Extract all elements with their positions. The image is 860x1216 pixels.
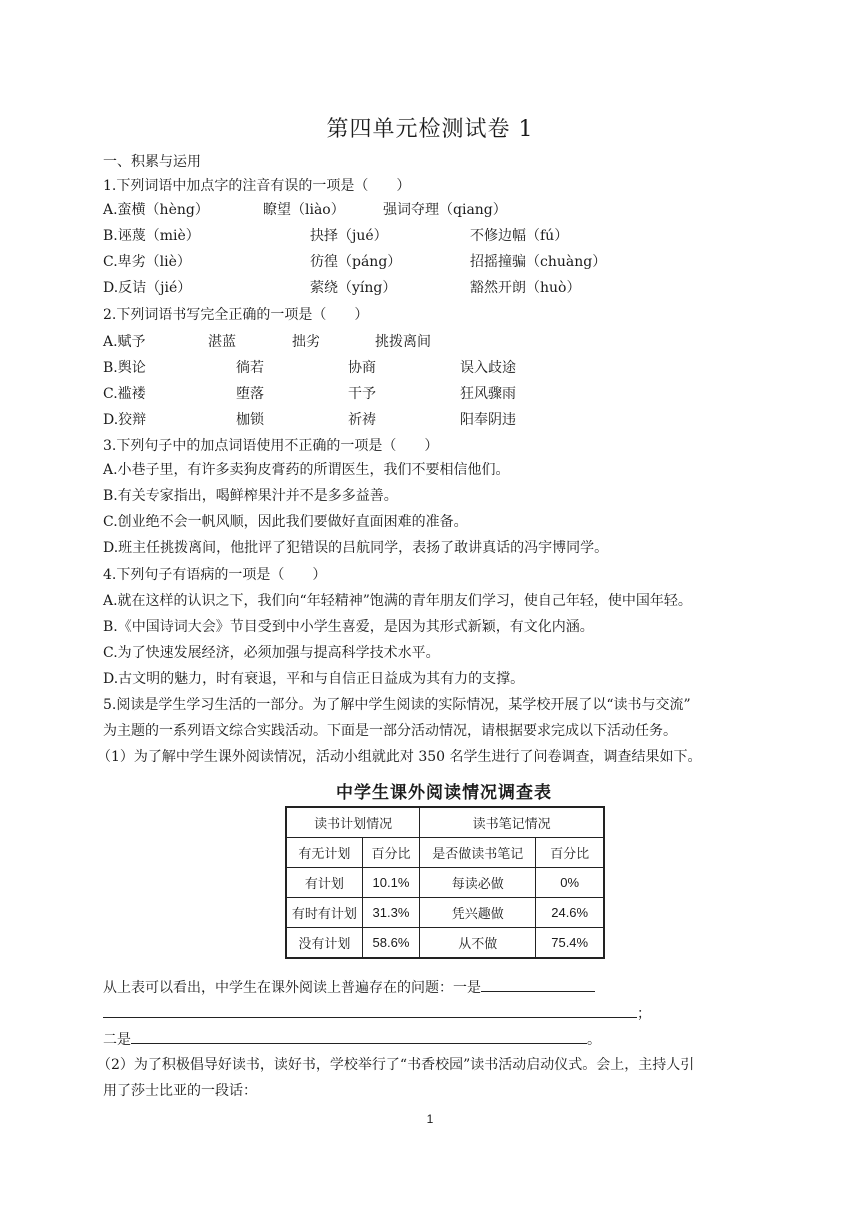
q2-option-b-word3: 协商: [348, 360, 376, 376]
question-4-stem: 4.下列句子有语病的一项是（ ）: [103, 567, 327, 583]
q2-option-d-word4: 阳奉阴违: [460, 412, 516, 428]
table-cell: 从不做: [420, 928, 536, 959]
q2-option-d-word1: D.狡辩: [103, 412, 147, 428]
table-cell: 10.1%: [362, 868, 420, 898]
table-cell: 31.3%: [362, 898, 420, 928]
q4-option-a: A.就在这样的认识之下，我们向“年轻精神”饱满的青年朋友们学习，使自己年轻，使中国年轻。: [103, 593, 692, 609]
answer-line-3: [103, 1029, 601, 1050]
q4-option-c: C.为了快速发展经济，必须加强与提高科学技术水平。: [103, 645, 440, 661]
table-row: [286, 838, 604, 868]
table-cell: 有计划: [286, 868, 362, 898]
q3-option-d: D.班主任挑拨离间，他批评了犯错误的吕航同学，表扬了敢讲真话的冯宇博同学。: [103, 540, 609, 556]
q1-option-a-word3: 强词夺理（qiang）: [383, 202, 507, 218]
table-cell: 每读必做: [420, 868, 536, 898]
question-5-part2-line2: 用了莎士比亚的一段话：: [103, 1083, 257, 1099]
question-5-part1: （1）为了解中学生课外阅读情况，活动小组就此对 350 名学生进行了问卷调查，调查结果如下。: [97, 749, 702, 765]
table-cell: 75.4%: [536, 928, 604, 959]
q1-option-c-word1: C.卑劣（liè）: [103, 254, 191, 270]
answer-line-2: [103, 1003, 651, 1024]
q2-option-a-word4: 挑拨离间: [375, 334, 431, 350]
table-cell: 24.6%: [536, 898, 604, 928]
survey-table-title: 中学生课外阅读情况调查表: [336, 783, 552, 803]
answer-semicolon: ；: [637, 1006, 651, 1022]
table-subheader-percent: 百分比: [536, 838, 604, 868]
question-2-stem: 2.下列词语书写完全正确的一项是（ ）: [103, 307, 369, 323]
question-5-line2: 为主题的一系列语文综合实践活动。下面是一部分活动情况，请根据要求完成以下活动任务。: [103, 723, 677, 739]
answer-blank-1[interactable]: [481, 977, 595, 992]
table-cell: 0%: [536, 868, 604, 898]
q1-option-b-word1: B.诬蔑（miè）: [103, 228, 200, 244]
q2-option-c-word3: 干予: [348, 386, 376, 402]
answer-prompt-2: 二是: [103, 1032, 131, 1048]
answer-period: 。: [587, 1032, 601, 1048]
page-number: 1: [426, 1112, 434, 1126]
q2-option-a-word1: A.赋予: [103, 334, 146, 350]
q4-option-d: D.古文明的魅力，时有衰退，平和与自信正日益成为其有力的支撑。: [103, 671, 525, 687]
q3-option-a: A.小巷子里，有许多卖狗皮膏药的所谓医生，我们不要相信他们。: [103, 462, 510, 478]
q1-option-d-word3: 豁然开朗（huò）: [470, 280, 581, 296]
q2-option-c-word2: 堕落: [236, 386, 264, 402]
answer-blank-3[interactable]: [131, 1029, 587, 1044]
q3-option-b: B.有关专家指出，喝鲜榨果汁并不是多多益善。: [103, 488, 398, 504]
section-heading: 一、积累与运用: [103, 154, 201, 170]
table-cell: 58.6%: [362, 928, 420, 959]
table-subheader-percent: 百分比: [362, 838, 420, 868]
table-header-notes: 读书笔记情况: [420, 807, 604, 838]
question-5-line1: 5.阅读是学生学习生活的一部分。为了解中学生阅读的实际情况，某学校开展了以“读书与交流”: [103, 697, 691, 713]
q1-option-d-word1: D.反诘（jié）: [103, 280, 192, 296]
q1-option-c-word3: 招摇撞骗（chuàng）: [470, 254, 607, 270]
q1-option-c-word2: 彷徨（páng）: [310, 254, 402, 270]
q3-option-c: C.创业绝不会一帆风顺，因此我们要做好直面困难的准备。: [103, 514, 468, 530]
q2-option-b-word2: 徜若: [236, 360, 264, 376]
table-header-plan: 读书计划情况: [286, 807, 420, 838]
q2-option-c-word4: 狂风骤雨: [460, 386, 516, 402]
question-5-part2-line1: （2）为了积极倡导好读书，读好书，学校举行了“书香校园”读书活动启动仪式。会上，主持人引: [97, 1057, 695, 1073]
q1-option-b-word2: 抉择（jué）: [310, 228, 388, 244]
q1-option-a-word2: 瞭望（liào）: [263, 202, 345, 218]
answer-blank-2[interactable]: [103, 1003, 637, 1018]
q1-option-b-word3: 不修边幅（fú）: [470, 228, 569, 244]
table-row: [286, 807, 604, 838]
q2-option-d-word2: 枷锁: [236, 412, 264, 428]
table-cell: 有时有计划: [286, 898, 362, 928]
table-subheader-plan: 有无计划: [286, 838, 362, 868]
q2-option-b-word4: 误入歧途: [460, 360, 516, 376]
answer-prompt-1: 从上表可以看出，中学生在课外阅读上普遍存在的问题：一是: [103, 980, 481, 996]
survey-table: [285, 806, 605, 959]
table-row: [286, 898, 604, 928]
exam-title: 第四单元检测试卷 1: [326, 117, 534, 142]
table-subheader-notes: 是否做读书笔记: [420, 838, 536, 868]
q1-option-d-word2: 萦绕（yíng）: [310, 280, 397, 296]
answer-line-1: [103, 977, 595, 998]
q2-option-c-word1: C.褴褛: [103, 386, 146, 402]
table-row: [286, 868, 604, 898]
q2-option-d-word3: 祈祷: [348, 412, 376, 428]
question-1-stem: 1.下列词语中加点字的注音有误的一项是（ ）: [103, 178, 411, 194]
table-cell: 凭兴趣做: [420, 898, 536, 928]
q2-option-a-word2: 湛蓝: [208, 334, 236, 350]
q4-option-b: B.《中国诗词大会》节目受到中小学生喜爱，是因为其形式新颖，有文化内涵。: [103, 619, 594, 635]
q1-option-a-word1: A.蛮横（hèng）: [103, 202, 209, 218]
table-row: [286, 928, 604, 959]
table-cell: 没有计划: [286, 928, 362, 959]
question-3-stem: 3.下列句子中的加点词语使用不正确的一项是（ ）: [103, 438, 439, 454]
q2-option-a-word3: 拙劣: [292, 334, 320, 350]
q2-option-b-word1: B.舆论: [103, 360, 146, 376]
